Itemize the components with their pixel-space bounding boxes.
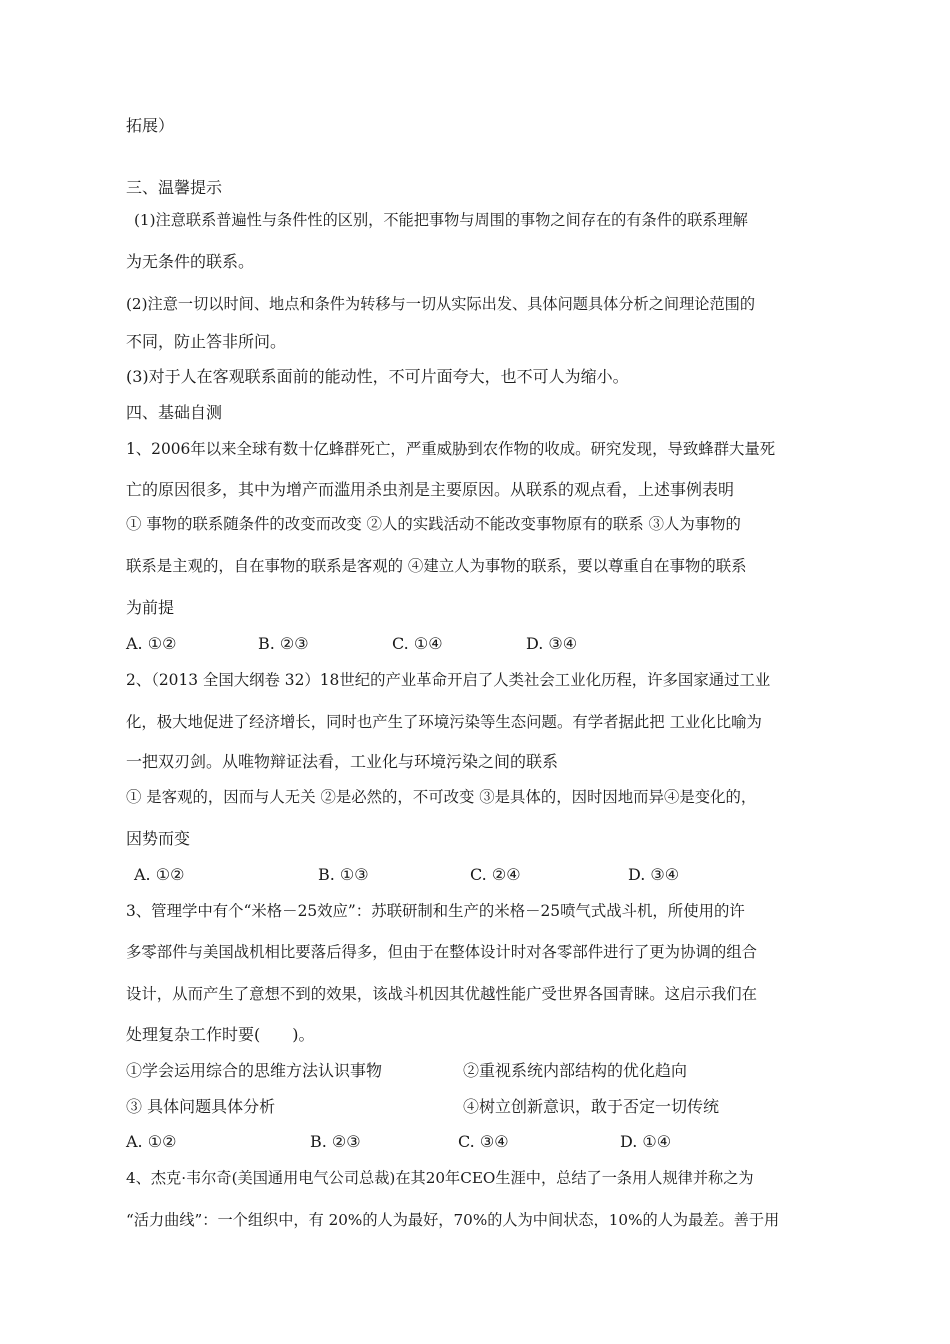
question-items: 联系是主观的，自在事物的联系是客观的 ④建立人为事物的联系，要以尊重自在事物的联系 [126,557,747,575]
answer-option: C. ②④ [470,865,521,884]
answer-option: C. ③④ [458,1132,509,1151]
tip-paragraph: (3)对于人在客观联系面前的能动性，不可片面夸大，也不可人为缩小。 [126,367,629,386]
answer-option: D. ①④ [620,1132,672,1151]
question-item: ①学会运用综合的思维方法认识事物 [126,1061,383,1080]
answer-option: C. ①④ [392,634,443,653]
question-stem: “活力曲线”：一个组织中，有 20%的人为最好，70%的人为中间状态，10%的人为最差。善于用 [126,1211,780,1229]
question-items: 因势而变 [126,829,191,848]
answer-option: B. ②③ [258,634,309,653]
answer-option: A. ①② [126,1132,177,1151]
question-stem: 一把双刃剑。从唯物辩证法看，工业化与环境污染之间的联系 [126,752,559,771]
question-items: 为前提 [126,598,175,617]
question-item: ④树立创新意识，敢于否定一切传统 [463,1097,720,1116]
tip-paragraph: 为无条件的联系。 [126,252,255,271]
question-stem: 4、杰克·韦尔奇(美国通用电气公司总裁)在其20年CEO生涯中，总结了一条用人规律并称之为 [126,1169,754,1187]
section-heading: 四、基础自测 [126,403,223,422]
question-stem: 多零部件与美国战机相比要落后得多，但由于在整体设计时对各零部件进行了更为协调的组合 [126,943,758,961]
question-items: ① 事物的联系随条件的改变而改变 ②人的实践活动不能改变事物原有的联系 ③人为事物的 [126,515,741,533]
tip-paragraph: (1)注意联系普遍性与条件性的区别，不能把事物与周围的事物之间存在的有条件的联系理解 [134,211,748,229]
question-item: ②重视系统内部结构的优化趋向 [463,1061,688,1080]
question-stem: 亡的原因很多，其中为增产而滥用杀虫剂是主要原因。从联系的观点看，上述事例表明 [126,480,735,499]
question-stem: 化，极大地促进了经济增长，同时也产生了环境污染等生态问题。有学者据此把 工业化比喻为 [126,713,762,731]
answer-option: A. ①② [134,865,185,884]
question-stem: 1、2006年以来全球有数十亿蜂群死亡，严重威胁到农作物的收成。研究发现，导致蜂群大量死 [126,440,776,458]
answer-option: B. ①③ [318,865,369,884]
tip-paragraph: (2)注意一切以时间、地点和条件为转移与一切从实际出发、具体问题具体分析之间理论范围的 [126,295,756,313]
question-items: ① 是客观的，因而与人无关 ②是必然的，不可改变 ③是具体的，因时因地而异④是变化的， [126,788,757,806]
question-stem: 2、（2013 全国大纲卷 32）18世纪的产业革命开启了人类社会工业化历程，许多国家通过工业 [126,671,771,689]
answer-option: D. ③④ [526,634,578,653]
answer-option: A. ①② [126,634,177,653]
section-heading: 三、温馨提示 [126,178,223,197]
question-stem: 设计，从而产生了意想不到的效果，该战斗机因其优越性能广受世界各国青睐。这启示我们在 [126,985,758,1003]
continuation-text: 拓展） [126,116,175,135]
answer-option: D. ③④ [628,865,680,884]
question-stem: 处理复杂工作时要( )。 [126,1025,315,1044]
question-item: ③ 具体问题具体分析 [126,1097,276,1116]
tip-paragraph: 不同，防止答非所问。 [126,332,287,351]
question-stem: 3、管理学中有个“米格－25效应”：苏联研制和生产的米格－25喷气式战斗机，所使用的许 [126,902,745,920]
answer-option: B. ②③ [310,1132,361,1151]
